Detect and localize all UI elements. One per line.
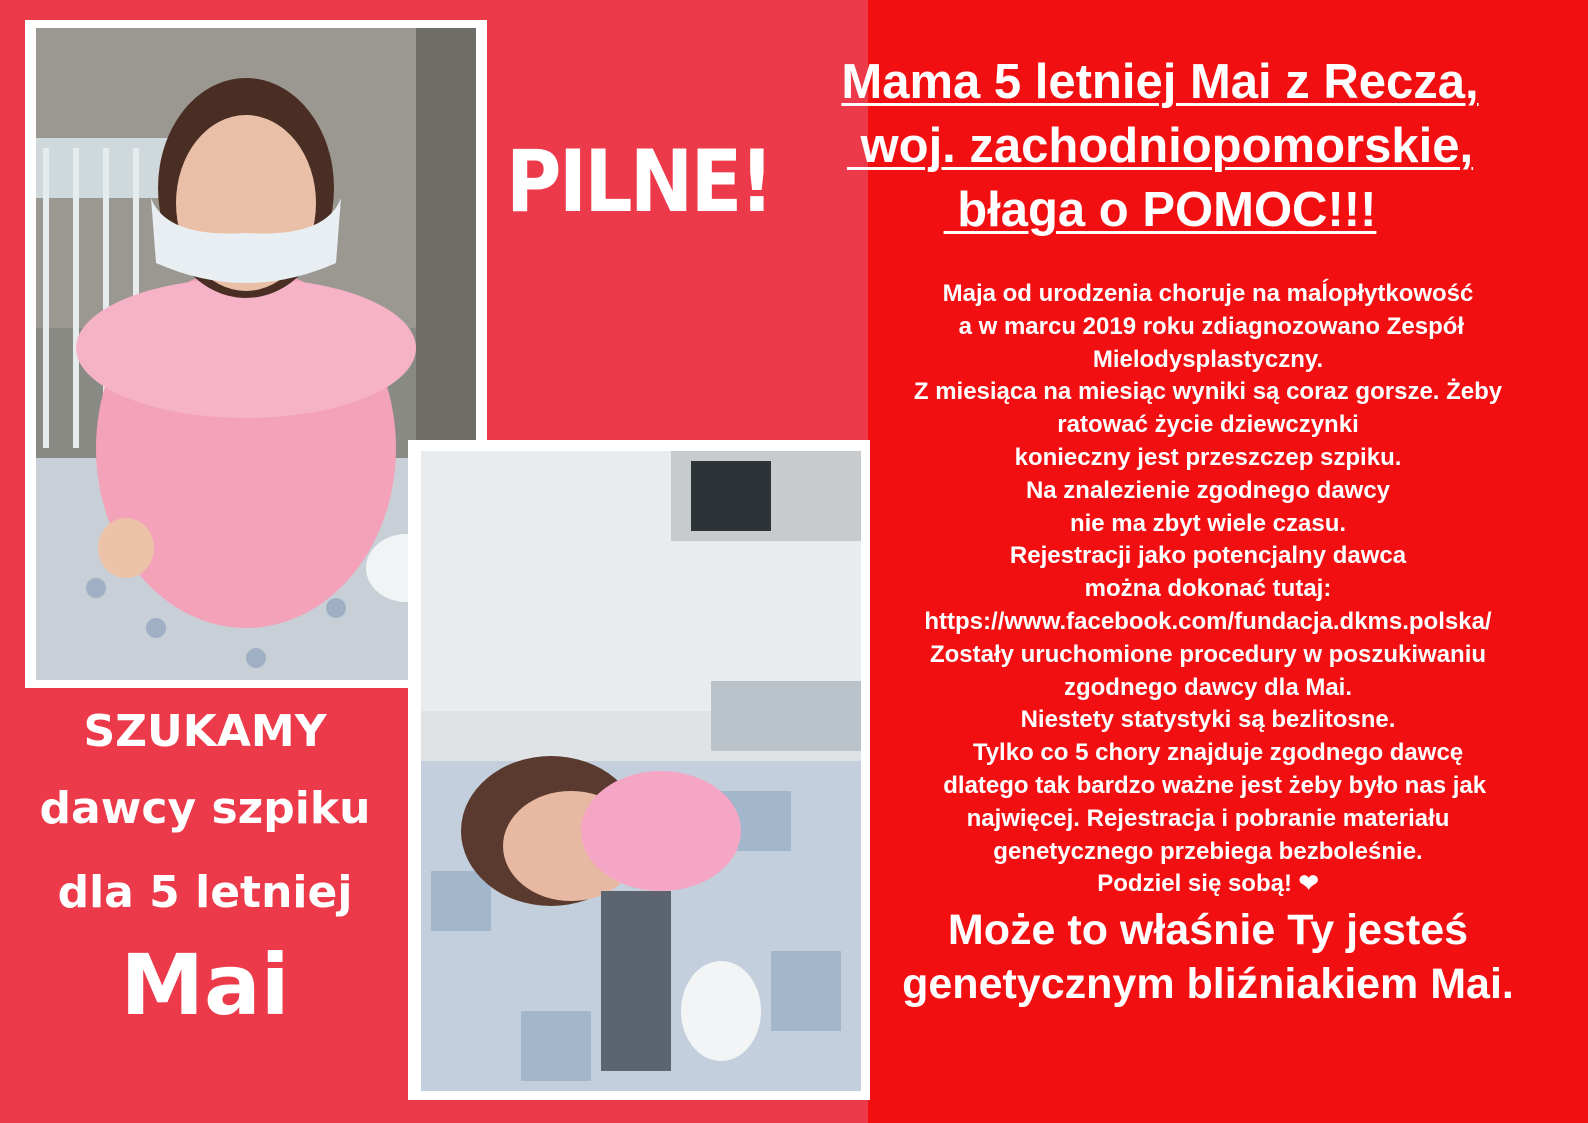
- body-line: a w marcu 2019 roku zdiagnozowano Zespół: [951, 312, 1465, 340]
- search-caption-line-2: dawcy szpiku: [39, 783, 371, 834]
- donor-registration-link[interactable]: https://www.facebook.com/fundacja.dkms.polska/: [924, 607, 1492, 635]
- body-line: można dokonać tutaj:: [1084, 575, 1332, 603]
- headline-line: błaga o POMOC!!!: [943, 183, 1377, 237]
- body-line: najwięcej. Rejestracja i pobranie materiału: [966, 804, 1450, 832]
- body-line: Z miesiąca na miesiąc wyniki są coraz gorsze. Żeby: [913, 378, 1503, 406]
- headline-line: Mama 5 letniej Mai z Recza,: [841, 55, 1479, 109]
- search-caption-line-3: dla 5 letniej: [57, 867, 353, 918]
- body-line: genetycznego przebiega bezboleśnie.: [993, 837, 1423, 865]
- photo-girl-in-hospital-bed-image: [421, 451, 861, 1091]
- closing-line: genetycznym bliźniakiem Mai.: [902, 960, 1514, 1008]
- search-caption-line-4: Mai: [120, 936, 290, 1034]
- body-line: Maja od urodzenia choruje na maĺopłytkowość: [942, 280, 1474, 307]
- body-line: Tylko co 5 chory znajduje zgodnego dawcę: [952, 739, 1464, 767]
- body-line: Niestety statystyki są bezlitosne.: [1020, 706, 1396, 734]
- headline-line: woj. zachodniopomorskie,: [846, 119, 1474, 173]
- closing-line: Może to właśnie Ty jesteś: [947, 906, 1469, 954]
- body-line: dlatego tak bardzo ważne jest żeby było nas jak: [929, 771, 1487, 799]
- closing-message: [858, 903, 1558, 1011]
- search-caption-line-1: SZUKAMY: [83, 706, 327, 757]
- body-line: zgodnego dawcy dla Mai.: [1063, 673, 1353, 701]
- urgent-badge: PILNE!: [506, 132, 772, 232]
- body-line: Zostały uruchomione procedury w poszukiwaniu: [929, 640, 1487, 668]
- body-line: Rejestracji jako potencjalny dawca: [1009, 542, 1407, 570]
- body-line: ratować życie dziewczynki: [1057, 411, 1359, 439]
- body-line: Na znalezienie zgodnego dawcy: [1025, 476, 1391, 504]
- body-text: [850, 278, 1566, 901]
- search-caption: [20, 695, 390, 1035]
- body-line: Mielodysplastyczny.: [1092, 345, 1324, 373]
- body-line: Podziel się sobą! ❤: [1097, 870, 1319, 898]
- body-line: nie ma zbyt wiele czasu.: [1069, 509, 1347, 537]
- photo-girl-in-hospital-bed: [408, 440, 870, 1100]
- headline: [776, 50, 1544, 242]
- body-line: konieczny jest przeszczep szpiku.: [1014, 443, 1402, 471]
